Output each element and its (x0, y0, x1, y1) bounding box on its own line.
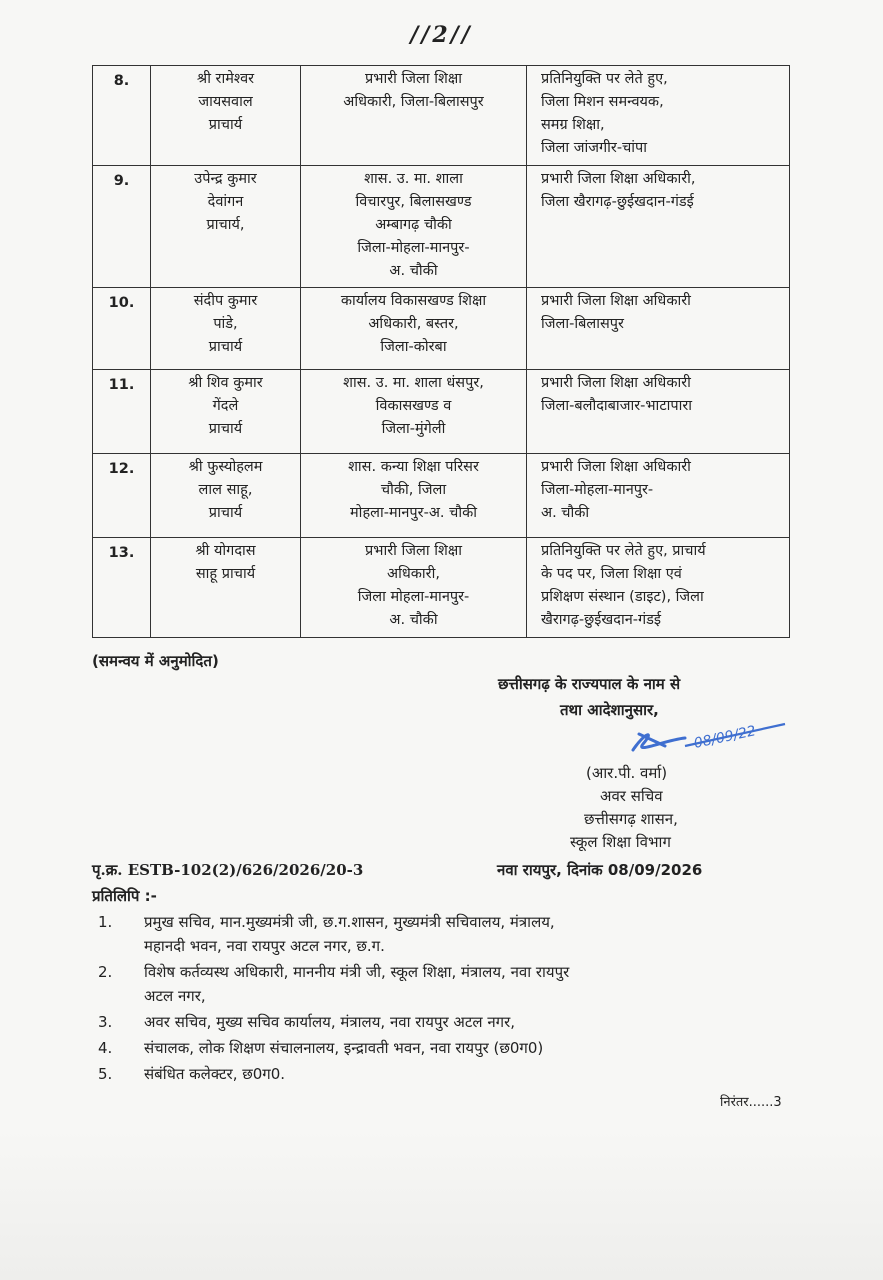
cell-line: जिला जांजगीर-चांपा (541, 140, 648, 156)
officer-government: छत्तीसगढ़ शासन, (584, 810, 678, 828)
table-row (93, 538, 790, 638)
list-item-number: 1. (98, 913, 113, 931)
order-line-2: तथा आदेशानुसार, (560, 701, 659, 719)
cell-line: श्री शिव कुमार (188, 375, 263, 391)
list-item (92, 910, 812, 958)
new-posting-cell (527, 166, 790, 288)
cell-line: जिला मोहला-मानपुर- (357, 589, 470, 605)
list-item-number: 2. (98, 963, 113, 981)
copy-list (92, 910, 812, 1088)
cell-line: समग्र शिक्षा, (541, 117, 605, 133)
list-item-number: 5. (98, 1065, 113, 1083)
current-posting-cell (301, 370, 527, 454)
officer-department: स्कूल शिक्षा विभाग (570, 833, 671, 851)
page-number: //2// (410, 22, 473, 48)
signature-date: 08/09/22 (692, 723, 758, 752)
serial-number: 11. (93, 370, 151, 454)
cell-line: प्रतिनियुक्ति पर लेते हुए, (541, 71, 668, 87)
approved-note: (समन्वय में अनुमोदित) (92, 652, 219, 670)
cell-line: प्रभारी जिला शिक्षा अधिकारी (541, 293, 691, 309)
cell-line: पांडे, (213, 316, 238, 332)
officer-name-cell (151, 166, 301, 288)
transfer-table (92, 65, 790, 638)
list-item-text: प्रमुख सचिव, मान.मुख्यमंत्री जी, छ.ग.शासन, मुख्यमंत्री सचिवालय, मंत्रालय, (144, 913, 555, 931)
cell-line: श्री फुस्योहलम (188, 459, 263, 475)
officer-name: (आर.पी. वर्मा) (586, 764, 668, 782)
cell-line: प्रशिक्षण संस्थान (डाइट), जिला (541, 589, 704, 605)
cell-line: प्राचार्य, (206, 217, 245, 233)
current-posting-cell (301, 66, 527, 166)
copy-heading: प्रतिलिपि :- (92, 887, 157, 905)
cell-line: जिला-बिलासपुर (541, 316, 624, 332)
table-row (93, 370, 790, 454)
officer-block (570, 762, 678, 854)
cell-line: अधिकारी, जिला-बिलासपुर (343, 94, 484, 110)
serial-number: 9. (93, 166, 151, 288)
list-item-text: अवर सचिव, मुख्य सचिव कार्यालय, मंत्रालय, नवा रायपुर अटल नगर, (144, 1013, 516, 1031)
officer-name-cell (151, 66, 301, 166)
list-item-text: महानदी भवन, नवा रायपुर अटल नगर, छ.ग. (144, 937, 385, 955)
cell-line: जिला-बलौदाबाजार-भाटापारा (541, 398, 693, 414)
new-posting-cell (527, 288, 790, 370)
table-row (93, 454, 790, 538)
cell-line: प्रभारी जिला शिक्षा (365, 543, 462, 559)
list-item-number: 3. (98, 1013, 113, 1031)
cell-line: जिला-कोरबा (380, 339, 447, 355)
list-item-text: अटल नगर, (144, 987, 206, 1005)
cell-line: मोहला-मानपुर-अ. चौकी (350, 505, 477, 521)
cell-line: कार्यालय विकासखण्ड शिक्षा (340, 293, 487, 309)
serial-number: 12. (93, 454, 151, 538)
cell-line: जिला-मुंगेली (381, 421, 446, 437)
officer-name-cell (151, 454, 301, 538)
cell-line: प्राचार्य (208, 421, 243, 437)
new-posting-cell (527, 370, 790, 454)
cell-line: जिला-मोहला-मानपुर- (357, 240, 470, 256)
cell-line: अ. चौकी (389, 263, 438, 279)
cell-line: श्री योगदास (195, 543, 256, 559)
serial-number: 10. (93, 288, 151, 370)
cell-line: जिला खैरागढ़-छुईखदान-गंडई (541, 194, 694, 210)
cell-line: के पद पर, जिला शिक्षा एवं (541, 566, 682, 582)
cell-line: प्रभारी जिला शिक्षा अधिकारी (541, 375, 691, 391)
list-item (92, 1036, 812, 1060)
cell-line: विचारपुर, बिलासखण्ड (355, 194, 472, 210)
place-date: नवा रायपुर, दिनांक 08/09/2026 (497, 861, 703, 879)
table-row (93, 288, 790, 370)
new-posting-cell (527, 66, 790, 166)
list-item-text: संचालक, लोक शिक्षण संचालनालय, इन्द्रावती भवन, नवा रायपुर (छ0ग0) (144, 1039, 544, 1057)
current-posting-cell (301, 454, 527, 538)
cell-line: प्रभारी जिला शिक्षा अधिकारी (541, 459, 691, 475)
officer-name-cell (151, 370, 301, 454)
serial-number: 13. (93, 538, 151, 638)
cell-line: खैरागढ़-छुईखदान-गंडई (541, 612, 662, 628)
cell-line: जिला मिशन समन्वयक, (541, 94, 664, 110)
cell-line: शास. कन्या शिक्षा परिसर (348, 459, 479, 475)
current-posting-cell (301, 166, 527, 288)
cell-line: प्राचार्य (208, 117, 243, 133)
cell-line: अधिकारी, (387, 566, 440, 582)
officer-name-cell (151, 288, 301, 370)
table-row (93, 166, 790, 288)
new-posting-cell (527, 538, 790, 638)
serial-number: 8. (93, 66, 151, 166)
cell-line: संदीप कुमार (193, 293, 258, 309)
cell-line: साहू प्राचार्य (195, 566, 256, 582)
cell-line: प्राचार्य (208, 505, 243, 521)
cell-line: लाल साहू, (198, 482, 253, 498)
cell-line: अधिकारी, बस्तर, (368, 316, 459, 332)
cell-line: श्री रामेश्वर (196, 71, 255, 87)
officer-name-cell (151, 538, 301, 638)
continued-note: निरंतर......3 (720, 1095, 782, 1110)
officer-designation: अवर सचिव (600, 787, 663, 805)
cell-line: जिला-मोहला-मानपुर- (541, 482, 654, 498)
cell-line: प्रभारी जिला शिक्षा (365, 71, 462, 87)
new-posting-cell (527, 454, 790, 538)
page-shadow (0, 1130, 883, 1280)
list-item-number: 4. (98, 1039, 113, 1057)
cell-line: विकासखण्ड व (375, 398, 452, 414)
cell-line: अ. चौकी (541, 505, 590, 521)
cell-line: शास. उ. मा. शाला (364, 171, 463, 187)
signature (625, 710, 795, 760)
cell-line: चौकी, जिला (380, 482, 447, 498)
order-line-1: छत्तीसगढ़ के राज्यपाल के नाम से (498, 675, 681, 693)
list-item (92, 1062, 812, 1086)
cell-line: उपेन्द्र कुमार (194, 171, 257, 187)
list-item (92, 1010, 812, 1034)
cell-line: शास. उ. मा. शाला धंसपुर, (343, 375, 484, 391)
current-posting-cell (301, 288, 527, 370)
reference-number: पृ.क्र. ESTB-102(2)/626/2026/20-3 (92, 861, 364, 879)
cell-line: प्राचार्य (208, 339, 243, 355)
list-item-text: संबंधित कलेक्टर, छ0ग0. (144, 1065, 286, 1083)
cell-line: देवांगन (207, 194, 244, 210)
list-item-text: विशेष कर्तव्यस्थ अधिकारी, माननीय मंत्री जी, स्कूल शिक्षा, मंत्रालय, नवा रायपुर (144, 963, 570, 981)
current-posting-cell (301, 538, 527, 638)
table-row (93, 66, 790, 166)
cell-line: गेंदले (212, 398, 239, 414)
list-item (92, 960, 812, 1008)
cell-line: जायसवाल (198, 94, 253, 110)
cell-line: अ. चौकी (389, 612, 438, 628)
cell-line: प्रतिनियुक्ति पर लेते हुए, प्राचार्य (541, 543, 706, 559)
cell-line: प्रभारी जिला शिक्षा अधिकारी, (541, 171, 696, 187)
cell-line: अम्बागढ़ चौकी (375, 217, 452, 233)
